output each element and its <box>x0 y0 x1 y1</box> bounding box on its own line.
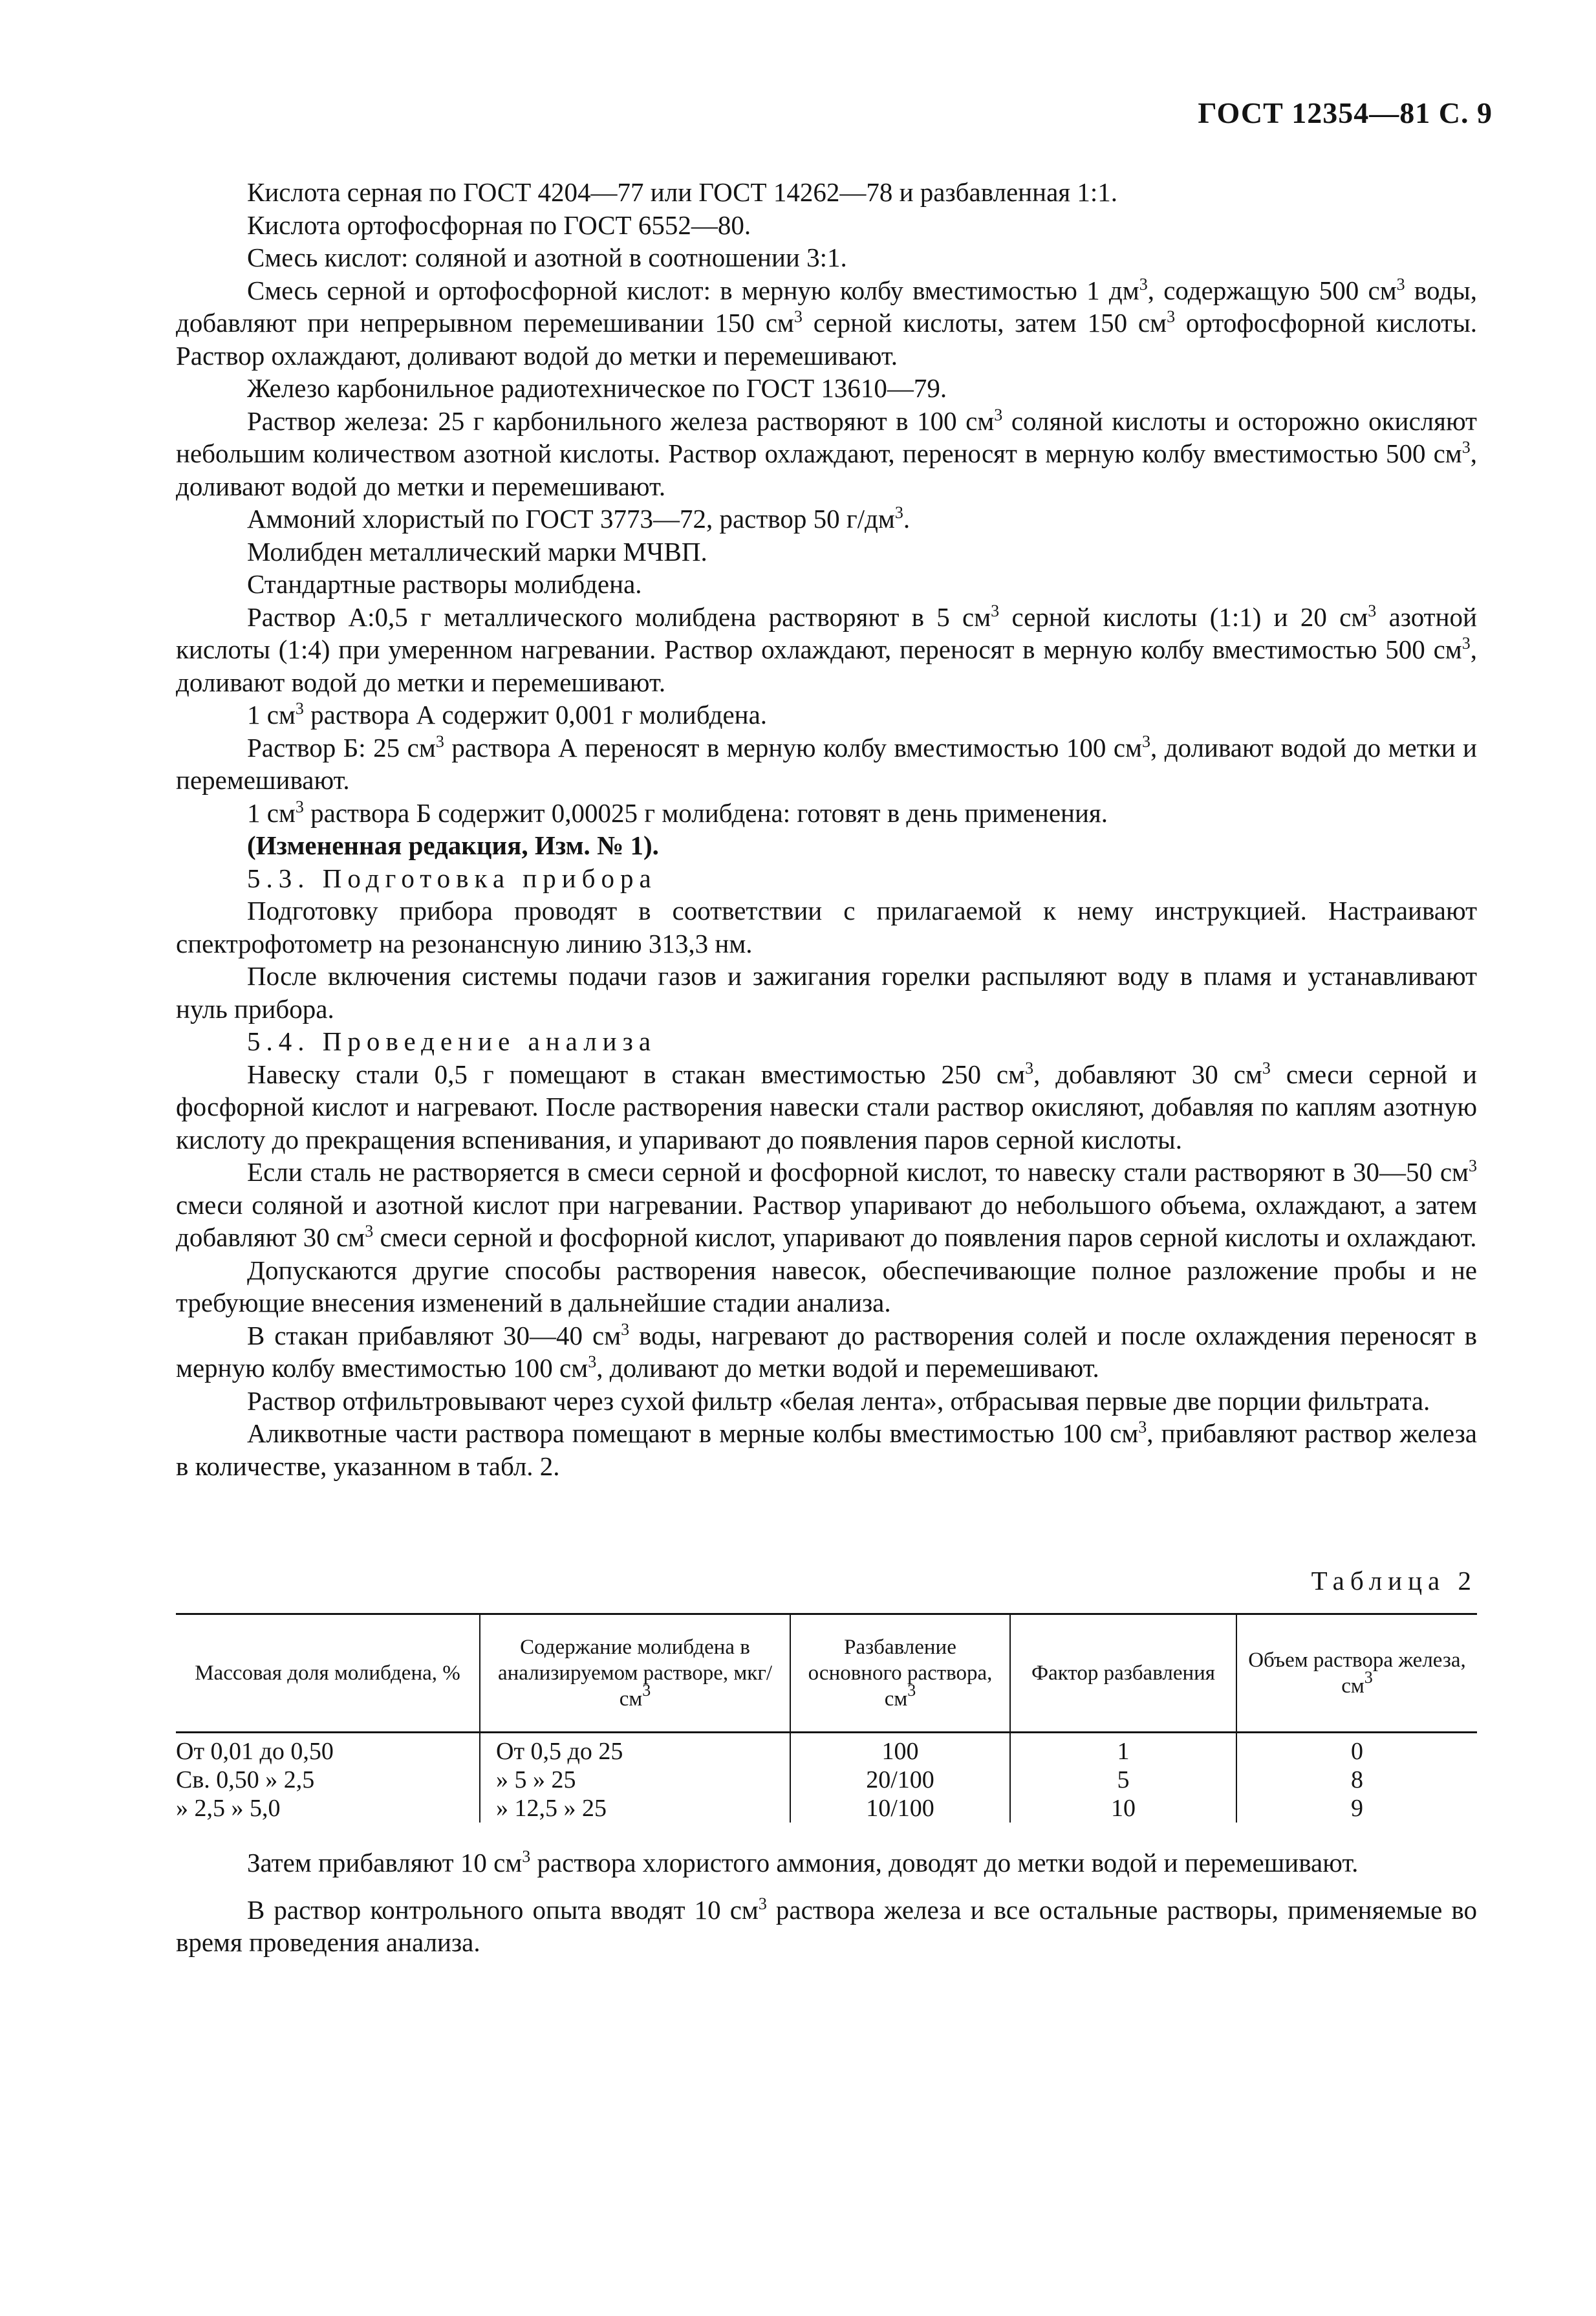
paragraph: После включения системы подачи газов и зажигания горелки распыляют воду в пламя и устанавливают нуль прибора. <box>176 961 1477 1024</box>
table-cell: 9 <box>1351 1795 1363 1822</box>
post-table-text <box>176 1846 1477 1973</box>
superscript: 3 <box>435 731 444 751</box>
paragraph: Подготовку прибора проводят в соответствии с прилагаемой к нему инструкцией. Настраивают спектрофотометр на резонансную линию 313,3 нм. <box>176 896 1477 958</box>
paragraph: Допускаются другие способы растворения навесок, обеспечивающие полное разложение пробы и не требующие внесения изменений в дальнейшие стадии анализа. <box>176 1255 1477 1317</box>
superscript: 3 <box>1025 1058 1034 1077</box>
superscript: 3 <box>1138 1418 1147 1436</box>
superscript: 3 <box>642 1681 651 1700</box>
paragraph: 1 $см^3$ раствора А содержит 0,001 г молибдена. <box>247 699 768 730</box>
paragraph: Если сталь не растворяется в смеси серной и фосфорной кислот, то навеску стали растворяют в 30—50 $см^3$ смеси соляной и азотной кислот при нагревании. Раствор упаривают до небольшого объема, охлаждают, а затем добавляют 30 $см^3$ смеси серной и фосфорной кислот, упаривают до появления паров серной кислоты и охлаждают. <box>176 1156 1477 1252</box>
superscript: 3 <box>1262 1058 1271 1077</box>
table-column-cell <box>1010 1733 1236 1823</box>
table-column-cell <box>790 1733 1010 1823</box>
superscript: 3 <box>365 1222 374 1240</box>
superscript: 3 <box>907 1681 916 1700</box>
table-cell: 20/100 <box>866 1766 934 1793</box>
table-header-cell: Содержание молибдена в анализируемом растворе, мкг/$см^3$ <box>480 1614 790 1733</box>
table-cell: 8 <box>1351 1766 1363 1793</box>
paragraph: Раствор А:0,5 г металлического молибдена растворяют в 5 $см^3$ серной кислоты (1:1) и 20 $см^3$ азотной кислоты (1:4) при умеренном нагревании. Раствор охлаждают, переносят в мерную колбу вместимостью 500 $см^3$, доливают водой до метки и перемешивают. <box>176 601 1477 697</box>
paragraph: Кислота ортофосфорная по ГОСТ 6552—80. <box>247 210 751 240</box>
superscript: 3 <box>1364 1668 1373 1687</box>
table-cell: Св. 0,50 » 2,5 <box>176 1766 315 1793</box>
table-column-cell <box>1236 1733 1477 1823</box>
table-column-cell <box>176 1733 480 1823</box>
superscript: 3 <box>1142 731 1150 751</box>
paragraph: Раствор Б: 25 $см^3$ раствора А переносят в мерную колбу вместимостью 100 $см^3$, доливают водой до метки и перемешивают. <box>176 731 1477 795</box>
superscript: 3 <box>1461 634 1471 653</box>
superscript: 3 <box>295 699 304 718</box>
document-body <box>176 176 1477 1482</box>
section-heading-5-4: 5.4. Проведение анализа <box>247 1026 657 1056</box>
page-header: ГОСТ 12354—81 С. 9 <box>1198 96 1493 129</box>
table-cell: 5 <box>1117 1766 1130 1793</box>
paragraph: Раствор отфильтровывают через сухой фильтр «белая лента», отбрасывая первые две порции фильтрата. <box>247 1385 1430 1416</box>
table-caption: Таблица 2 <box>1311 1566 1477 1596</box>
paragraph: Молибден металлический марки МЧВП. <box>247 536 707 567</box>
section-heading-5-3: 5.3. Подготовка прибора <box>247 863 657 893</box>
superscript: 3 <box>793 307 803 326</box>
table-cell: 100 <box>881 1738 919 1765</box>
superscript: 3 <box>295 797 304 816</box>
table-header-cell: Массовая доля молибдена, % <box>195 1661 460 1685</box>
paragraph: Затем прибавляют 10 $см^3$ раствора хлористого аммония, доводят до метки водой и перемешивают. <box>247 1847 1359 1878</box>
superscript: 3 <box>1396 274 1405 294</box>
paragraph: Кислота серная по ГОСТ 4204—77 или ГОСТ 14262—78 и разбавленная 1:1. <box>247 177 1118 207</box>
paragraph: Аммоний хлористый по ГОСТ 3773—72, раствор 50 $г/дм^3$. <box>247 503 911 534</box>
superscript: 3 <box>1139 274 1148 294</box>
paragraph: Железо карбонильное радиотехническое по ГОСТ 13610—79. <box>247 373 947 403</box>
paragraph: Стандартные растворы молибдена. <box>247 569 642 599</box>
superscript: 3 <box>1469 1156 1477 1175</box>
table-header-cell: Объем раствора железа, $см^3$ <box>1236 1614 1477 1733</box>
table-cell: » 12,5 » 25 <box>496 1795 607 1822</box>
amendment-note: (Измененная редакция, Изм. № 1). <box>247 830 659 860</box>
table-body <box>176 1733 1477 1823</box>
superscript: 3 <box>1368 601 1377 620</box>
table-cell: 10/100 <box>866 1795 934 1822</box>
table-header-row <box>176 1614 1477 1733</box>
table-cell: » 2,5 » 5,0 <box>176 1795 281 1822</box>
superscript: 3 <box>991 601 1000 620</box>
superscript: 3 <box>522 1847 531 1866</box>
table-header-cell: Разбавление основного раствора, $см^3$ <box>790 1614 1010 1733</box>
table-cell: 10 <box>1111 1795 1136 1822</box>
table-column-cell <box>480 1733 790 1823</box>
table-cell: 0 <box>1351 1738 1363 1765</box>
table-cell: От 0,01 до 0,50 <box>176 1738 334 1765</box>
paragraph: Раствор железа: 25 г карбонильного железа растворяют в 100 $см^3$ соляной кислоты и осторожно окисляют небольшим количеством азотной кислоты. Раствор охлаждают, переносят в мерную колбу вместимостью 500 $см^3$, доливают водой до метки и перемешивают. <box>176 405 1477 501</box>
superscript: 3 <box>894 503 903 522</box>
superscript: 3 <box>1167 307 1176 326</box>
paragraph: 1 $см^3$ раствора Б содержит 0,00025 г молибдена: готовят в день применения. <box>247 797 1108 828</box>
table-2 <box>176 1613 1477 1823</box>
paragraph: Навеску стали 0,5 г помещают в стакан вместимостью 250 $см^3$, добавляют 30 $см^3$ смеси серной и фосфорной кислот и нагревают. После растворения навески стали раствор окисляют, добавляя по каплям азотную кислоту до прекращения вспенивания, и упаривают до появления паров серной кислоты. <box>176 1058 1477 1154</box>
table-cell: От 0,5 до 25 <box>496 1738 623 1765</box>
paragraph: Смесь серной и ортофосфорной кислот: в мерную колбу вместимостью 1 $дм^3$, содержащую 500 $см^3$ воды, добавляют при непрерывном перемешивании 150 $см^3$ серной кислоты, затем 150 $см^3$ ортофосфорной кислоты. Раствор охлаждают, доливают водой до метки и перемешивают. <box>176 274 1478 371</box>
table-cell: » 5 » 25 <box>496 1766 576 1793</box>
superscript: 3 <box>588 1352 597 1371</box>
superscript: 3 <box>994 405 1003 424</box>
paragraph: Смесь кислот: соляной и азотной в соотношении 3:1. <box>247 243 847 272</box>
paragraph: В стакан прибавляют 30—40 $см^3$ воды, нагревают до растворения солей и после охлаждения переносят в мерную колбу вместимостью 100 $см^3$, доливают до метки водой и перемешивают. <box>176 1319 1477 1383</box>
superscript: 3 <box>1461 438 1471 457</box>
paragraph: Аликвотные части раствора помещают в мерные колбы вместимостью 100 $см^3$, прибавляют раствор железа в количестве, указанном в табл. 2. <box>176 1418 1478 1481</box>
paragraph: В раствор контрольного опыта вводят 10 $см^3$ раствора железа и все остальные растворы, применяемые во время проведения анализа. <box>176 1894 1477 1957</box>
superscript: 3 <box>621 1319 630 1339</box>
table-header-cell: Фактор разбавления <box>1010 1614 1236 1733</box>
table-cell: 1 <box>1117 1738 1130 1765</box>
superscript: 3 <box>758 1894 767 1913</box>
